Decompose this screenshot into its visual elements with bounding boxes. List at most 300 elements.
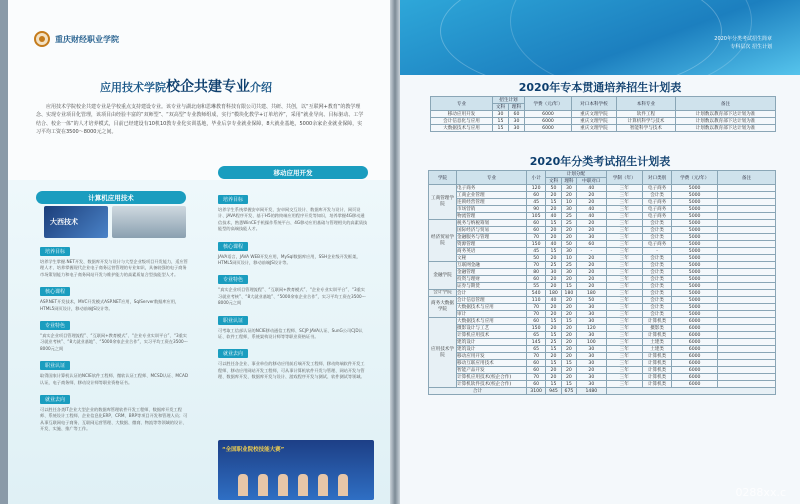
table-cell: 电子商务 [642,185,671,192]
table-cell: 45 [527,248,546,255]
table-cell: 30 [577,381,606,388]
table-cell: 15 [546,332,561,339]
table-cell: 5000 [672,290,718,297]
table-cell: 投资与理财 [457,276,527,283]
remark-cell [718,276,776,283]
page-title [100,76,272,96]
college-cell: 会计学院 [429,290,457,297]
college-cell: 商务大数据学院 [429,297,457,318]
table-cell: 20 [546,255,561,262]
table-cell: 20 [561,339,576,346]
table-cell: 15 [493,118,509,125]
table-cell: 5000 [672,206,718,213]
table-cell: 6000 [672,332,718,339]
remark-cell [718,241,776,248]
table-cell: 25 [561,213,576,220]
table-cell: 建筑设计 [457,346,527,353]
table-cell: 6000 [672,339,718,346]
table-cell: 会计类 [642,234,671,241]
table-cell: 30 [546,269,561,276]
table-cell: 计算机类 [642,360,671,367]
photo-label: 大西技术 [50,218,78,226]
school-seal-icon [34,31,50,47]
table-cell: 15 [546,318,561,325]
table-cell: 三年 [606,297,642,304]
table-cell: 会计类 [642,262,671,269]
total-row [429,388,776,395]
remark-cell [718,325,776,332]
section [40,238,190,278]
table-cell: 30 [577,234,606,241]
table-row [431,111,776,118]
section-tag: 职业认证 [218,316,248,325]
table-cell: 会计类 [642,269,671,276]
table-cell: 互联网金融 [457,262,527,269]
table-row [429,283,776,290]
table-cell: 65 [527,332,546,339]
remark-cell [718,374,776,381]
table-cell: 计算机类 [642,318,671,325]
table-cell: 20 [577,255,606,262]
remark-cell [718,185,776,192]
table-cell: 三年 [606,283,642,290]
table-row [429,325,776,332]
table-cell: 6000 [524,125,571,132]
table-cell: 三年 [606,311,642,318]
total-value: 945 [546,388,561,395]
table-cell: 软件工程 [616,111,675,118]
table-cell: 会计类 [642,297,671,304]
table-cell: 40 [546,297,561,304]
table-cell: 20 [561,276,576,283]
total-value: 1480 [577,388,606,395]
table-cell: 会计类 [642,276,671,283]
table-cell: 25 [561,220,576,227]
table-cell: 180 [561,290,576,297]
table-cell: 20 [577,220,606,227]
table-cell: 40 [546,241,561,248]
table-cell: 会计类 [642,304,671,311]
book-gutter [390,0,400,504]
header-caption [714,35,772,51]
table-cell: 30 [577,360,606,367]
section-text: 取得国家计算机认证的NCIE软件工程师、微软认证工程师、MCSD认证、MCAD认证，电子商务师、移动设计师等职业资格证书。 [40,373,189,385]
table-cell: 15 [546,220,561,227]
section [40,352,190,386]
table-cell: 20 [577,192,606,199]
table-cell: 智能科学与技术 [616,125,675,132]
remark-cell [718,311,776,318]
table-cell: 70 [527,262,546,269]
table-cell: 60 [527,360,546,367]
th: 学费（元/年） [524,97,571,111]
table-cell: 三年 [606,206,642,213]
table-cell: 三年 [606,360,642,367]
table-cell: 5000 [672,262,718,269]
section-tag: 专业特色 [40,321,70,330]
total-value: 675 [561,388,576,395]
table-cell: 摄影类 [642,325,671,332]
th: 理科 [561,178,576,185]
table-cell: 6000 [524,118,571,125]
table-cell: 30 [577,304,606,311]
table-row [429,339,776,346]
table-cell: 20 [561,346,576,353]
remark-cell [718,283,776,290]
table-cell: 5000 [672,227,718,234]
table-cell: 20 [546,353,561,360]
table-row [429,227,776,234]
banner-text: “全国职业院校技能大赛” [222,447,285,453]
table-cell: 5000 [672,269,718,276]
th: 备注 [718,171,776,185]
table-cell: 20 [561,192,576,199]
table-cell: 30 [577,353,606,360]
table-cell: 60 [527,192,546,199]
table-cell: 20 [577,367,606,374]
table-cell: 三年 [606,374,642,381]
table-cell: 大数据技术与应用 [457,304,527,311]
table-row [429,185,776,192]
table-cell: 70 [527,374,546,381]
table-row [429,381,776,388]
table-cell: 重庆文理学院 [572,111,617,118]
table-row [429,234,776,241]
table-cell: 5000 [672,311,718,318]
table-cell: 计算机应用技术(校企合作) [457,374,527,381]
table-cell: 30 [577,346,606,353]
table-cell: 10 [561,255,576,262]
table-cell: 50 [527,255,546,262]
table-row [429,290,776,297]
table-cell: 60 [527,220,546,227]
remark-cell [718,234,776,241]
table-cell: 重庆文理学院 [572,118,617,125]
section [40,312,190,352]
table-row [429,360,776,367]
table-row [429,367,776,374]
table-row [429,346,776,353]
table-row [429,255,776,262]
table-cell: 20 [546,367,561,374]
table-cell: 税务与纳税筹划 [457,220,527,227]
table-cell: 20 [546,227,561,234]
table-cell: 20 [561,332,576,339]
remark-cell [718,248,776,255]
table-cell: 30 [577,332,606,339]
table-cell: 大数据技术与应用 [457,318,527,325]
table-cell: 三年 [606,353,642,360]
table-cell: 20 [577,269,606,276]
table-cell: 三年 [606,227,642,234]
table-cell: 金融管理 [457,269,527,276]
remark-cell [718,360,776,367]
table-cell: 计算机类 [642,367,671,374]
table-cell: 25 [561,262,576,269]
section [218,266,368,306]
table-cell: 三年 [606,241,642,248]
table-cell: 会计类 [642,255,671,262]
th: 对口本科学校 [572,97,617,111]
table-cell: 三年 [606,367,642,374]
section-text: JAVA语言，JAVA WEB开发应用，MySql数据库应用，SSH企业级开发框架，HTML5网页设计，移动前端JS设计等。 [218,253,361,266]
table-cell: 30 [493,111,509,118]
title-post: 介绍 [250,81,272,94]
table-cell: 物流管理 [457,213,527,220]
table-row [429,220,776,227]
table-cell: 三年 [606,220,642,227]
table-cell: 20 [561,297,576,304]
table-cell: 会计类 [642,192,671,199]
table-cell: 6000 [672,318,718,325]
left-page [8,0,390,504]
table-row [429,311,776,318]
remark-cell [718,213,776,220]
table-row [429,248,776,255]
table-cell: 国际经济与贸易 [457,227,527,234]
table-cell: 15 [546,199,561,206]
table-cell: 5000 [672,185,718,192]
table-row [431,118,776,125]
table-cell: 审计 [457,311,527,318]
table-cell: 20 [546,304,561,311]
table-cell: 20 [546,325,561,332]
table-cell: 70 [527,311,546,318]
remark-cell [718,192,776,199]
table-cell: 40 [577,206,606,213]
table-cell: 10 [561,199,576,206]
section-text: 可以胜任各企业、事业单位的移动应用前后端开发工程师、移动终端软件开发工程师、移动应用网站开发工程师，可从事计算机软件开发与管理、网站开发与管理、数据库开发、数据库开发与设计、游戏程序开发与测试、软件测试等领域。 [218,361,365,380]
th: 专业 [431,97,493,111]
table-cell: 5000 [672,283,718,290]
table-cell: 会计信息管理 [457,297,527,304]
table-cell: 15 [546,248,561,255]
table-cell: 会计信息化与应用 [431,118,493,125]
table-cell: 三年 [606,381,642,388]
th: 中职对口 [577,178,606,185]
table-row [429,297,776,304]
table-row [429,269,776,276]
remark-cell [718,381,776,388]
table-cell: 20 [561,304,576,311]
table-cell: 电子商务 [642,241,671,248]
section [40,386,190,433]
table-cell: 60 [508,111,524,118]
table-cell: 三年 [606,199,642,206]
table-cell: 20 [546,192,561,199]
table-cell: 15 [546,346,561,353]
mobile-dev-heading: 移动应用开发 [218,166,368,179]
table-cell: 20 [577,283,606,290]
table-cell: 计算机应用技术 [457,332,527,339]
table-cell: 5000 [672,199,718,206]
remark-cell [718,269,776,276]
table-cell: 20 [577,276,606,283]
table-cell: 25 [546,339,561,346]
section-text: 可考取工信部认证的NCIE移动通信工程师、SCJP JAVA认证、SunG公司CJD认证、软件工程师，系统架构设计师等等职业资格证书。 [218,327,363,340]
table-cell: 会计类 [642,311,671,318]
table-cell: 145 [527,339,546,346]
table-cell: 15 [546,360,561,367]
section [218,186,368,233]
table-cell: 30 [561,269,576,276]
table-cell: 三年 [606,234,642,241]
th: 理科 [508,104,524,111]
th: 学院 [429,171,457,185]
th: 专业 [457,171,527,185]
table-cell: 540 [527,290,546,297]
photo-classroom [44,206,108,238]
table-cell: 180 [577,290,606,297]
table-cell: 计算机类 [642,374,671,381]
table-cell: 5000 [672,276,718,283]
table-cell: 20 [577,199,606,206]
table-cell: 三年 [606,185,642,192]
section-text: 可以胜任各类IT企业大型企业的数据库管理软件开发工程师、数据库开发工程师、系统设计工程师、企业信息化ERP、CRM、BRP等项目开发和管理人员；可从事互联网电子商务、互联网运营管理、大数据、微商、物流等等领域的设计、开发、实施、推广等工作。 [40,407,188,432]
section [218,307,368,341]
table-cell: 20 [561,325,576,332]
table-cell: 60 [527,367,546,374]
table-cell: 5000 [672,234,718,241]
table-cell: 建筑设计 [457,339,527,346]
table-cell: 40 [546,213,561,220]
table2 [428,170,776,395]
table-cell: 15 [561,283,576,290]
table-cell: 三年 [606,269,642,276]
table-cell: 90 [527,206,546,213]
table-cell: 110 [527,297,546,304]
table-cell: 20 [546,234,561,241]
table-cell: 三年 [606,276,642,283]
table-cell: 计算机类 [642,332,671,339]
table-cell: 30 [508,118,524,125]
table-cell: 计划数以教育部下达计划为准 [676,125,776,132]
table-cell: 20 [561,374,576,381]
table-cell: 三年 [606,304,642,311]
table-row [429,192,776,199]
section-tag: 就业去向 [218,349,248,358]
table-cell: 20 [546,206,561,213]
table-cell: 资源管理 [457,241,527,248]
table-cell: 金融服务与管理 [457,234,527,241]
right-page [400,0,800,504]
table-cell: 会计类 [642,283,671,290]
table-cell: 120 [527,185,546,192]
table-cell: 60 [527,381,546,388]
table-cell: 20 [561,367,576,374]
table-cell: 30 [577,374,606,381]
section [218,340,368,380]
section-tag: 就业去向 [40,395,70,404]
title-pre: 应用技术学院 [100,81,166,94]
table-cell: 65 [527,346,546,353]
table-cell: 5000 [672,304,718,311]
header-title: 2020年分类考试招生简章 [714,36,772,42]
table-cell: 20 [546,276,561,283]
table-cell: 80 [527,269,546,276]
table-cell: 工商企业管理 [457,192,527,199]
table-cell: 三年 [606,325,642,332]
table-cell: 20 [561,353,576,360]
th: 文科 [546,178,561,185]
table-cell: 计算机软件技术(校企合作) [457,381,527,388]
th: 对口类别 [642,171,671,185]
college-cell: 工商管理学院 [429,185,457,220]
table-cell: 15 [493,125,509,132]
table-row [429,206,776,213]
remark-cell [718,199,776,206]
table-cell: 150 [527,325,546,332]
remark-cell [718,255,776,262]
table-cell: 计划数以教育部下达计划为准 [676,111,776,118]
intro-paragraph: 应用技术学院校企共建专业是学校重点支持建设专业。该专业与湖北南和思琳教育科技有限公司共建、共研、共创，以“互联网+教育”的教学理念、实现专业项目化管理，该项目由经验丰富的“双师型”、“双高型”专业教师组成，实行“模块化教学+订单培养”，采用“就业导向、目标驱动、工学结合、校企一体”的人才培养模式，目前已经建设有10机10教专业化实训基地，毕业后享专业就业保障，8大就业基地，5000余家企业就业保障，实习平均工资在3500～8000元之间。 [36,104,364,136]
table-cell: 6000 [672,381,718,388]
table-cell: 15 [546,381,561,388]
table1-title: 2020年专本贯通培养招生计划表 [518,81,682,94]
table-cell: 60 [527,276,546,283]
table-cell: 市场营销 [457,206,527,213]
table-cell: 6000 [672,360,718,367]
remark-cell [718,304,776,311]
table-cell: 三年 [606,213,642,220]
table-cell: 重庆文理学院 [572,125,617,132]
table-cell: 5000 [672,241,718,248]
section-tag: 职业认证 [40,361,70,370]
school-name: 重庆财经职业学院 [55,33,119,44]
table-cell: 30 [577,311,606,318]
table-cell: 土建类 [642,339,671,346]
section-tag: 培养目标 [40,247,70,256]
table-cell: 15 [561,318,576,325]
computer-app-heading: 计算机应用技术 [36,191,186,204]
table-cell: 三年 [606,346,642,353]
table-row [431,125,776,132]
table-cell: 大数据技术与应用 [431,125,493,132]
table-row [429,262,776,269]
table-cell: 5000 [672,192,718,199]
total-label: 合计 [429,388,527,395]
table-cell: 三年 [606,192,642,199]
remark-cell [718,227,776,234]
remark-cell [718,290,776,297]
table-cell: 15 [561,360,576,367]
table-cell: 计算机科学与技术 [616,118,675,125]
table-cell: 20 [577,262,606,269]
table-cell: 三年 [606,262,642,269]
table-cell: 连锁经营管理 [457,199,527,206]
table-cell: 60 [577,241,606,248]
table-cell: 70 [527,234,546,241]
section [218,233,368,267]
table-cell: 70 [527,353,546,360]
table-cell: 三年 [606,318,642,325]
remark-cell [718,262,776,269]
table-cell: 30 [508,125,524,132]
th: 备注 [676,97,776,111]
table-cell: 100 [577,339,606,346]
table1 [430,96,776,132]
computer-app-column [40,238,190,433]
table-cell: 20 [561,311,576,318]
table-cell: 60 [527,318,546,325]
table-cell: 5000 [672,248,718,255]
section-tag: 核心课程 [218,242,248,251]
section-text: “真实企业项目管理流程”、“互联网+教育模式”、“企业专业实训平台”、“3重实习就业考核”、“8大就业基地”、“5000余家企业合作”，实习平均工资在3500～8000元之间 [40,333,188,351]
table-cell: 三年 [606,255,642,262]
table-row [429,353,776,360]
section-text: “真实企业项目管理流程”、“互联网+教育模式”、“企业专业实训平台”、“3重实习就业考核”、“8大就业基地”、“5000余家企业合作”，实习平均工资在3500～8000元之间 [218,287,366,306]
section-text: ASP.NET开发技术，MVC开发模式ASP.NET应用，SqlServer数据库应用，HTML5网页设计，移动前端JS设计等。 [40,299,180,311]
